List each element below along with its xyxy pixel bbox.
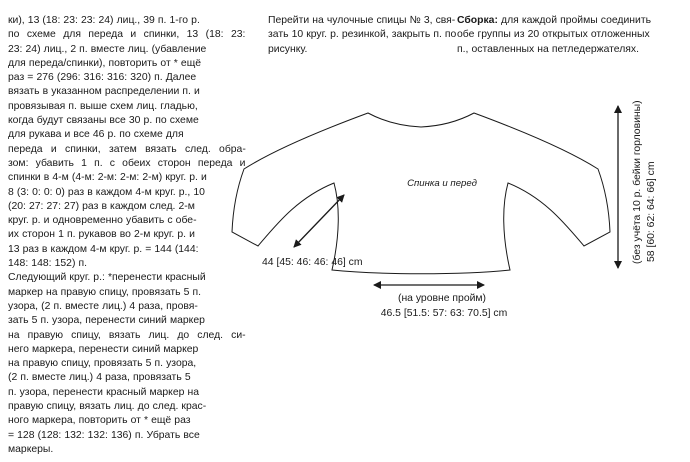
- text-line: раз = 276 (296: 316: 316: 320) п. Далее: [8, 72, 197, 84]
- text-line: когда будут связаны все 30 р. по схеме: [8, 115, 199, 127]
- text-line: по схеме для переда и спинки, 13 (18: 23:: [8, 29, 246, 41]
- text-line: = 128 (128: 132: 132: 136) п. Убрать все: [8, 429, 200, 441]
- text-line: правую спицу, вязать лиц. до след. крас-: [8, 401, 207, 413]
- height-measure: 58 [60: 62: 64: 66] cm: [646, 161, 657, 262]
- assembly-heading: Сборка:: [457, 15, 498, 26]
- text-line: маркер на правую спицу, провязать 5 п.: [8, 286, 202, 298]
- text-line: рисунку.: [268, 43, 308, 55]
- text-line: него маркера, перенести синий маркер: [8, 343, 199, 355]
- text-line: Перейти на чулочные спицы № 3, свя-: [268, 15, 456, 26]
- width-caption: (на уровне пройм): [397, 293, 487, 304]
- text-line: на правую спицу, провязать 5 п. узора,: [8, 358, 197, 370]
- text-line: 148: 148: 152) п.: [8, 258, 88, 270]
- text-line: п. узора, перенести красный маркер на: [8, 386, 199, 398]
- text-line: на правую спицу, вязать лиц. до след. си-: [8, 329, 246, 341]
- height-caption: (без учёта 10 р. бейки горловины): [632, 100, 643, 264]
- text-line: Следующий круг. р.: *перенести красный: [8, 272, 206, 284]
- text-line: круг. р. и одновременно убавить с обе-: [8, 215, 197, 227]
- text-line: 23: 24) лиц., 2 п. вместе лиц. (убавление: [8, 43, 207, 55]
- assembly-text-line: для каждой проймы соединить: [497, 15, 651, 26]
- text-line: спинки в 4-м (4-м: 2-м: 2-м: 2-м) круг. р. и: [8, 172, 207, 184]
- text-line: провязывая п. выше схем лиц. гладью,: [8, 100, 198, 112]
- text-line: 8 (3: 0: 0: 0) раз в каждом 4-м круг. р., 10: [8, 186, 205, 198]
- sleeve-length-measure: 44 [45: 46: 46: 46] cm: [262, 257, 363, 268]
- text-line: ки), 13 (18: 23: 23: 24) лиц., 39 п. 1-го р.: [8, 15, 200, 26]
- text-line: (2 п. вместе лиц.) 4 раза, провязать 5: [8, 372, 191, 384]
- text-line: переда и спинки, затем вязать след. обра-: [8, 143, 246, 155]
- text-line: маркеры.: [8, 443, 54, 455]
- text-line: вязать в указанном распределении п. и: [8, 86, 200, 98]
- text-line: зать 5 п. узора, перенести синий маркер: [8, 315, 205, 327]
- garment-outline: [232, 113, 610, 274]
- width-measure: 46.5 [51.5: 57: 63: 70.5] cm: [380, 308, 508, 319]
- text-line: 13 раз в каждом 4-м круг. р. = 144 (144:: [8, 243, 199, 255]
- text-line: их сторон 1 п. рукавов во 2-м круг. р. и: [8, 229, 195, 241]
- piece-label: Спинка и перед: [407, 178, 477, 189]
- text-line: для рукава и все 46 р. по схеме для: [8, 129, 184, 141]
- text-line: для переда/спинки), повторить от * ещё: [8, 57, 202, 69]
- sleeve-length-arrow: [294, 195, 344, 247]
- text-line: зом: убавить 1 п. с обеих сторон переда и: [8, 157, 246, 169]
- text-line: (20: 27: 27: 27) раз в каждом след. 2-м: [8, 200, 195, 212]
- text-line: зать 10 круг. р. резинкой, закрыть п. по: [268, 29, 457, 41]
- text-line: ного маркера, повторить от * ещё раз: [8, 415, 191, 427]
- text-line: узора, (2 п. вместе лиц.) 4 раза, провя-: [8, 300, 198, 312]
- assembly-text-line: обе группы из 20 открытых отложенных: [457, 29, 650, 41]
- assembly-text-line: п., оставленных на петледержателях.: [457, 43, 640, 55]
